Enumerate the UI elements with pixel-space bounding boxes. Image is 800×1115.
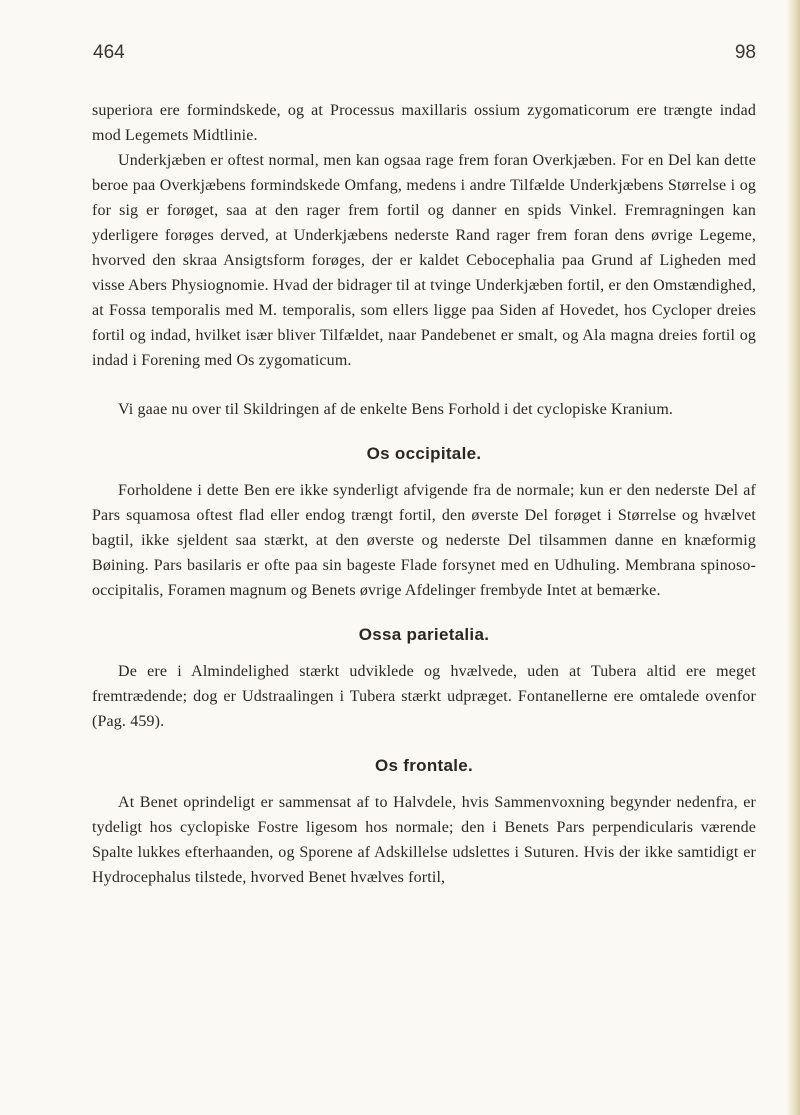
running-head	[92, 0, 756, 70]
body-text	[92, 98, 756, 890]
page-number: 464	[93, 42, 125, 63]
section-heading-ossa-parietalia: Ossa parietalia.	[358, 625, 490, 644]
section-heading-os-frontale: Os frontale.	[374, 756, 474, 775]
section-text-os-frontale: At Benet oprindeligt er sammensat af to Halvdele, hvis Sammenvoxning begynder nedenfra, er tydeligt hos cyclopiske Fostre ligesom hos normale; den i Benets Pars perpendicularis værende Spalte lukkes efterhaanden, og Sporene af Adskillelse udslettes i Suturen. Hvis der ikke samtidigt er Hydrocephalus tilstede, hvorved Benet hvælves fortil,	[92, 794, 756, 886]
page-number-secondary: 98	[734, 42, 756, 63]
book-page	[92, 0, 756, 890]
paragraph-intro-bones: Vi gaae nu over til Skildringen af de enkelte Bens Forhold i det cyclopiske Kranium.	[118, 401, 674, 418]
paragraph-continuation: superiora ere formindskede, og at Processus maxillaris ossium zygomaticorum ere trængte indad mod Legemets Midtlinie.	[92, 102, 756, 144]
paragraph-underkjaeben: Underkjæben er oftest normal, men kan ogsaa rage frem foran Overkjæben. For en Del kan dette beroe paa Overkjæbens formindskede Omfang, medens i andre Tilfælde Underkjæbens Størrelse i og for sig er forøget, saa at den rager frem fortil og danner en spids Vinkel. Fremragningen kan yderligere forøges derved, at Underkjæbens nederste Rand rager frem foran dens øvrige Legeme, hvorved den skraa Ansigtsform forøges, der er kaldet Cebocephalia paa Grund af Ligheden med visse Abers Physiognomie. Hvad der bidrager til at tvinge Underkjæben fortil, er den Omstændighed, at Fossa temporalis med M. temporalis, som ellers ligge paa Siden af Hovedet, hos Cycloper dreies fortil og indad, hvilket især bliver Tilfældet, naar Pandebenet er smalt, og Ala magna dreies fortil og indad i Forening med Os zygomaticum.	[92, 152, 756, 369]
section-text-os-occipitale: Forholdene i dette Ben ere ikke synderligt afvigende fra de normale; kun er den nederste Del af Pars squamosa oftest flad eller endog trængt fortil, den øverste Del forøget i Størrelse og hvælvet bagtil, ikke sjeldent saa stærkt, at den øverste og nederste Del tilsammen danne en knæformig Bøining. Pars basilaris er ofte paa sin bageste Flade forsynet med en Udhuling. Membrana spinoso-occipitalis, Foramen magnum og Benets øvrige Afdelinger frembyde Intet at bemærke.	[92, 482, 756, 599]
page-edge	[786, 0, 800, 1115]
section-text-ossa-parietalia: De ere i Almindelighed stærkt udviklede og hvælvede, uden at Tubera altid ere meget fremtrædende; dog er Udstraalingen i Tubera stærkt udpræget. Fontanellerne ere omtalede ovenfor (Pag. 459).	[92, 663, 756, 730]
section-heading-os-occipitale: Os occipitale.	[366, 444, 482, 463]
